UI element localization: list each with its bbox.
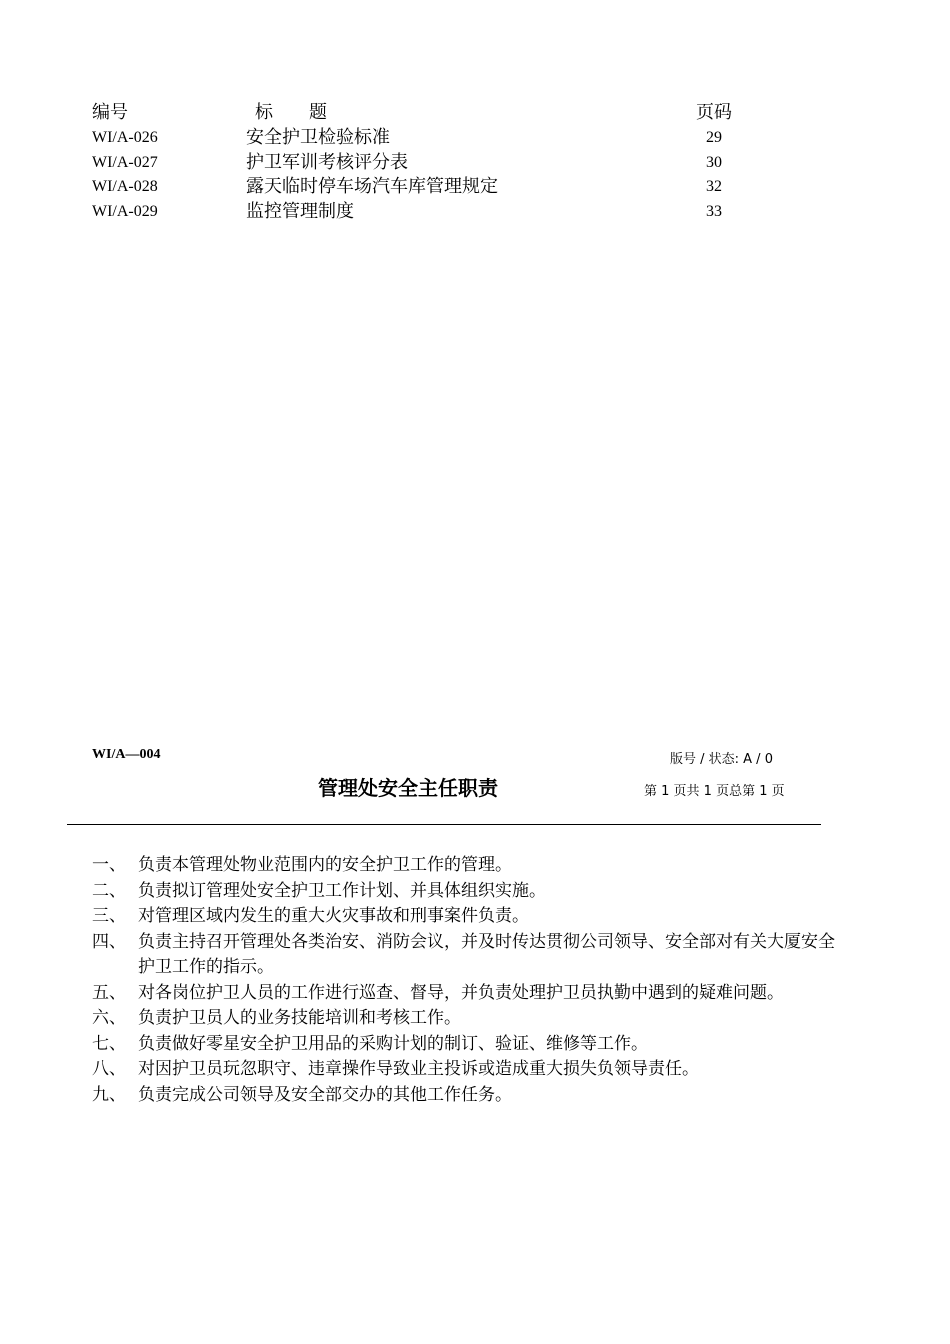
list-item-number: 八、 xyxy=(92,1059,126,1079)
list-item-text: 负责完成公司领导及安全部交办的其他工作任务。 xyxy=(138,1084,512,1105)
list-item-text: 对管理区域内发生的重大火灾事故和刑事案件负责。 xyxy=(138,906,529,926)
list-item xyxy=(92,853,882,879)
index-row-page: 32 xyxy=(706,178,722,195)
list-item-text: 负责本管理处物业范围内的安全护卫工作的管理。 xyxy=(138,855,512,875)
list-item-text: 对因护卫员玩忽职守、违章操作导致业主投诉或造成重大损失负领导责任。 xyxy=(138,1059,699,1079)
list-item-text: 负责做好零星安全护卫用品的采购计划的制订、验证、维修等工作。 xyxy=(138,1033,648,1054)
list-item xyxy=(92,930,882,981)
list-item xyxy=(92,981,882,1007)
duties-list xyxy=(92,853,882,1108)
list-item-text: 负责护卫员人的业务技能培训和考核工作。 xyxy=(138,1008,461,1028)
index-header-code: 编号 xyxy=(92,102,128,123)
index-header-page: 页码 xyxy=(696,102,732,123)
list-item-text: 对各岗位护卫人员的工作进行巡查、督导，并负责处理护卫员执勤中遇到的疑难问题。 xyxy=(138,982,784,1003)
list-item-text: 负责拟订管理处安全护卫工作计划、并具体组织实施。 xyxy=(138,880,546,901)
index-row-title: 安全护卫检验标准 xyxy=(246,127,390,148)
index-row-title: 护卫军训考核评分表 xyxy=(246,152,408,173)
document-version: 版号 / 状态: A / 0 xyxy=(670,752,773,767)
index-row-page: 33 xyxy=(706,203,722,220)
list-item xyxy=(92,1083,882,1109)
index-row-page: 30 xyxy=(706,154,722,171)
document-page-info: 第 1 页共 1 页总第 1 页 xyxy=(644,784,785,799)
index-header-title: 标 题 xyxy=(255,102,327,123)
list-item-number: 二、 xyxy=(92,880,126,901)
index-row-code: WI/A-028 xyxy=(92,178,158,195)
list-item-number: 五、 xyxy=(92,982,126,1003)
index-row-code: WI/A-029 xyxy=(92,203,158,220)
list-item xyxy=(92,1032,882,1058)
list-item xyxy=(92,1006,882,1032)
index-row-code: WI/A-027 xyxy=(92,154,158,171)
list-item-number: 四、 xyxy=(92,931,126,952)
list-item xyxy=(92,904,882,930)
index-row-title: 露天临时停车场汽车库管理规定 xyxy=(246,176,498,197)
list-item xyxy=(92,879,882,905)
header-divider xyxy=(67,824,821,825)
list-item-number: 九、 xyxy=(92,1084,126,1105)
document-code: WI/A—004 xyxy=(92,747,161,762)
list-item-number: 六、 xyxy=(92,1008,126,1028)
list-item xyxy=(92,1057,882,1083)
index-row-title: 监控管理制度 xyxy=(246,201,354,222)
list-item-number: 三、 xyxy=(92,906,126,926)
index-row-code: WI/A-026 xyxy=(92,129,158,146)
list-item-text: 负责主持召开管理处各类治安、消防会议，并及时传达贯彻公司领导、安全部对有关大厦安全护卫工作的指示。 xyxy=(138,931,835,977)
document-title: 管理处安全主任职责 xyxy=(318,776,498,800)
index-row-page: 29 xyxy=(706,129,722,146)
list-item-number: 七、 xyxy=(92,1033,126,1054)
list-item-number: 一、 xyxy=(92,855,126,875)
